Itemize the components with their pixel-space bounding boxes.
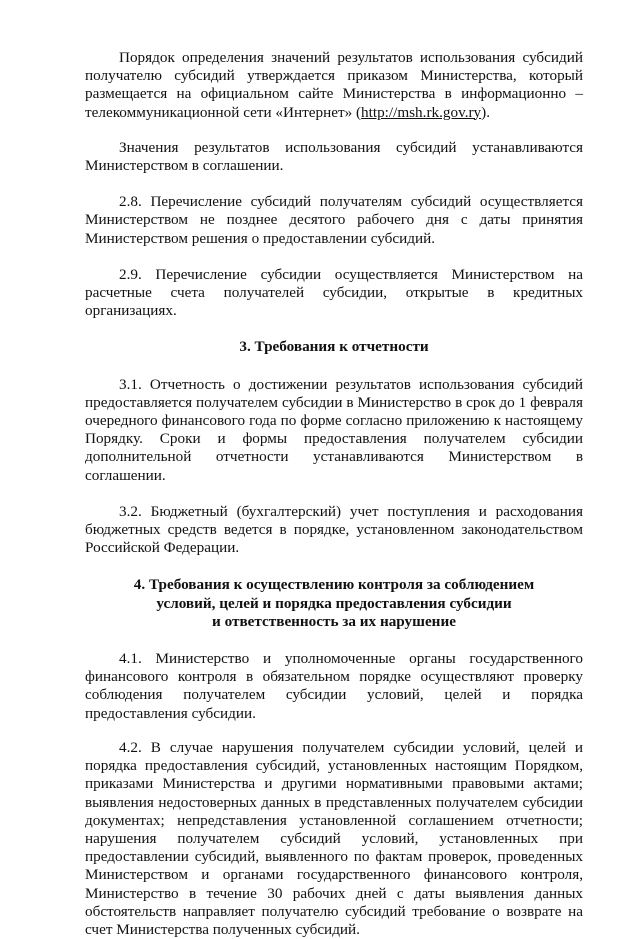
section-4-heading-line-2: условий, целей и порядка предоставления субсидии xyxy=(156,594,512,612)
paragraph-3-2: 3.2. Бюджетный (бухгалтерский) учет поступления и расходования бюджетных средств ведется в порядке, установленном законодательством Российской Федерации. xyxy=(85,502,583,557)
paragraph-2-9: 2.9. Перечисление субсидии осуществляется Министерством на расчетные счета получателей субсидии, открытые в кредитных организациях. xyxy=(85,265,583,320)
paragraph-results-order-text: Порядок определения значений результатов использования субсидий получателю субсидий утверждается приказом Министерства, который размещается на официальном сайте Министерства в информационно – телекоммуникационной сети «Интернет» ( xyxy=(85,49,583,121)
section-4-heading-line-1: 4. Требования к осуществлению контроля за соблюдением xyxy=(133,576,535,594)
paragraph-results-order xyxy=(85,49,583,122)
paragraph-results-order-end: ). xyxy=(481,103,490,121)
paragraph-2-8: 2.8. Перечисление субсидий получателям субсидий осуществляется Министерством не позднее десятого рабочего дня с даты принятия Министерством решения о предоставлении субсидий. xyxy=(85,193,583,247)
paragraph-3-1: 3.1. Отчетность о достижении результатов использования субсидий предоставляется получателем субсидии в Министерство в срок до 1 февраля очередного финансового года по форме согласно приложению к настоящему Порядку. Сроки и формы предоставления получателем субсидии дополнительной отчетности устанавливаются Министерством в соглашении. xyxy=(85,375,583,484)
paragraph-results-values: Значения результатов использования субсидий устанавливаются Министерством в соглашении. xyxy=(85,138,583,175)
section-3-heading: 3. Требования к отчетности xyxy=(239,338,429,356)
section-4-heading-line-3: и ответственность за их нарушение xyxy=(212,612,456,630)
paragraph-4-1: 4.1. Министерство и уполномоченные органы государственного финансового контроля в обязательном порядке осуществляют проверку соблюдения получателем субсидии условий, целей и порядка предоставления субсидии. xyxy=(85,650,583,722)
section-4-heading xyxy=(85,576,583,631)
document-page xyxy=(85,49,583,939)
paragraph-4-2: 4.2. В случае нарушения получателем субсидии условий, целей и порядка предоставления субсидий, установленных настоящим Порядком, приказами Министерства и другими нормативными правовыми актами; выявления недостоверных данных в представленных получателем субсидии документах; непредставления установленной соглашением отчетности; нарушения получателем субсидий условий, установленных при предоставлении субсидий, выявленного по фактам проверок, проведенных Министерством и органами государственного финансового контроля, Министерство в течение 30 рабочих дней с даты выявления данных обстоятельств направляет получателю субсидий требование о возврате на счет Министерства полученных субсидий. xyxy=(85,738,583,938)
website-link[interactable]: http://msh.rk.gov.ry xyxy=(361,103,482,121)
